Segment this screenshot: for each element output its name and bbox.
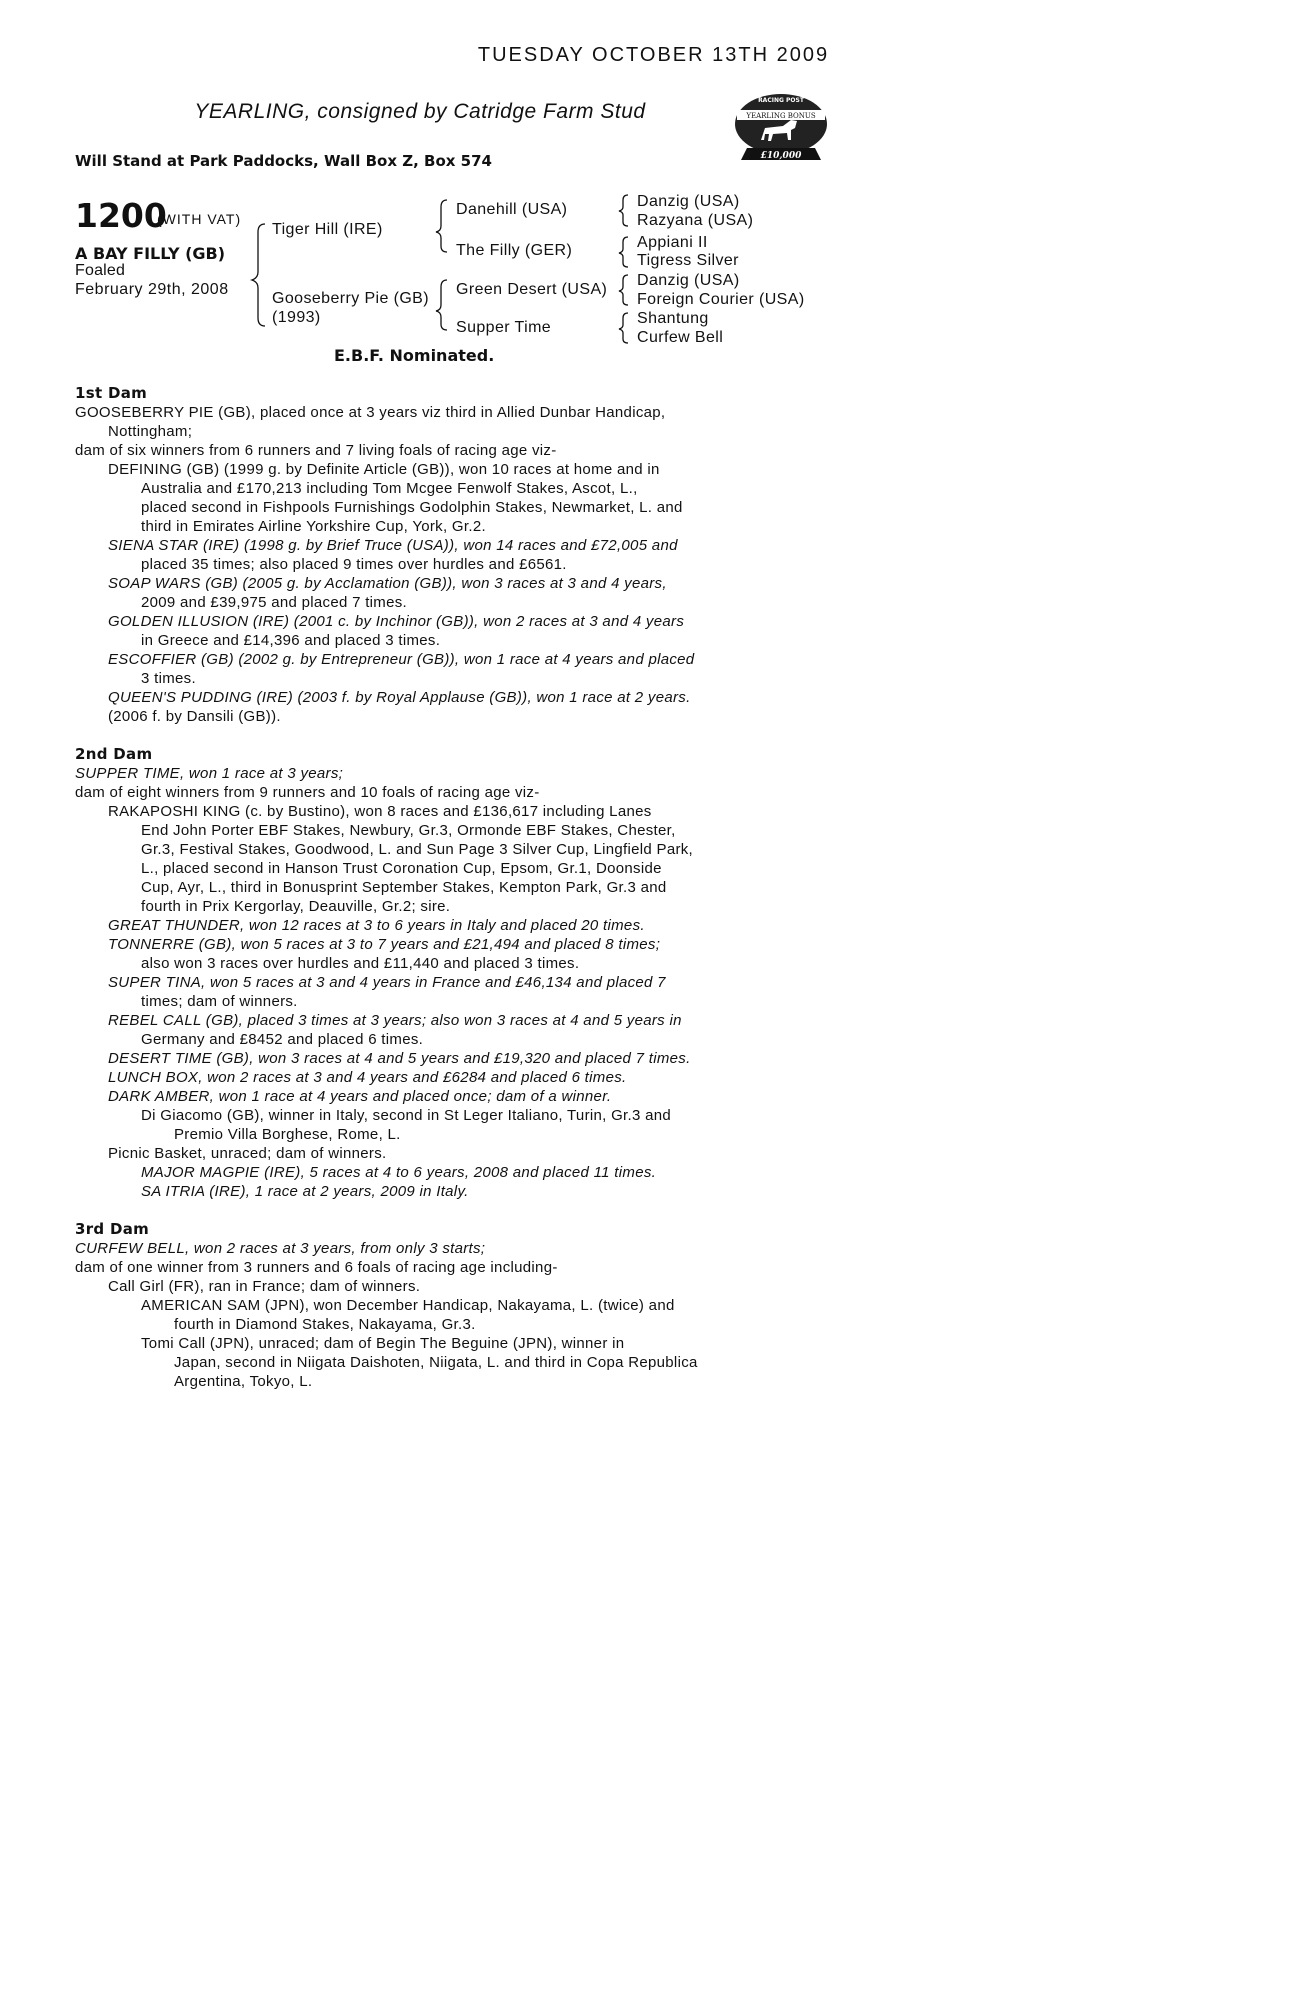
second-dam-line: REBEL CALL (GB), placed 3 times at 3 years; also won 3 races at 4 and 5 years in	[108, 1012, 682, 1029]
third-dam-line: Japan, second in Niigata Daishoten, Niigata, L. and third in Copa Republica	[174, 1354, 698, 1371]
first-dam-line: third in Emirates Airline Yorkshire Cup, York, Gr.2.	[141, 518, 486, 535]
second-dam-line: MAJOR MAGPIE (IRE), 5 races at 4 to 6 years, 2008 and placed 11 times.	[141, 1164, 657, 1181]
first-dam-line: dam of six winners from 6 runners and 7 living foals of racing age viz-	[75, 442, 557, 459]
second-dam-line: Picnic Basket, unraced; dam of winners.	[108, 1145, 387, 1162]
consignment-line: YEARLING, consigned by Catridge Farm Stud	[194, 100, 646, 123]
first-dam-line: (2006 f. by Dansili (GB)).	[108, 708, 281, 725]
second-dam-line: fourth in Prix Kergorlay, Deauville, Gr.2; sire.	[141, 898, 451, 915]
second-dam-line: Germany and £8452 and placed 6 times.	[141, 1031, 424, 1048]
second-dam-line: dam of eight winners from 9 runners and 10 foals of racing age viz-	[75, 784, 540, 801]
first-dam-line: ESCOFFIER (GB) (2002 g. by Entrepreneur (GB)), won 1 race at 4 years and placed	[108, 651, 695, 668]
sale-date: TUESDAY OCTOBER 13TH 2009	[477, 44, 830, 66]
third-dam-line: Call Girl (FR), ran in France; dam of winners.	[108, 1278, 421, 1295]
first-dam-line: DEFINING (GB) (1999 g. by Definite Article (GB)), won 10 races at home and in	[108, 461, 660, 478]
dam-dam-name: Supper Time	[456, 319, 552, 336]
granddam-2: Razyana (USA)	[637, 212, 754, 229]
first-dam-line: QUEEN'S PUDDING (IRE) (2003 f. by Royal Applause (GB)), won 1 race at 2 years.	[108, 689, 691, 706]
first-dam-line: in Greece and £14,396 and placed 3 times.	[141, 632, 441, 649]
second-dam-line: also won 3 races over hurdles and £11,440 and placed 3 times.	[141, 955, 580, 972]
dam-sire-name: Green Desert (USA)	[456, 281, 608, 298]
grandsire-7: Shantung	[637, 310, 709, 327]
ebf-nomination: E.B.F. Nominated.	[334, 346, 495, 365]
second-dam-line: SUPPER TIME, won 1 race at 3 years;	[75, 765, 344, 782]
sire-dam-name: The Filly (GER)	[456, 242, 573, 259]
grandsire-5: Danzig (USA)	[637, 272, 740, 289]
sire-name: Tiger Hill (IRE)	[272, 221, 383, 238]
first-dam-line: placed second in Fishpools Furnishings Godolphin Stakes, Newmarket, L. and	[141, 499, 683, 516]
second-dam-line: Premio Villa Borghese, Rome, L.	[174, 1126, 401, 1143]
badge-amount: £10,000	[760, 151, 802, 161]
sire-sire-name: Danehill (USA)	[456, 201, 568, 218]
badge-line1: RACING POST	[758, 97, 804, 104]
first-dam-line: placed 35 times; also placed 9 times over hurdles and £6561.	[141, 556, 567, 573]
horse-description: A BAY FILLY (GB)	[75, 244, 226, 263]
third-dam-heading: 3rd Dam	[75, 1220, 150, 1238]
third-dam-line: CURFEW BELL, won 2 races at 3 years, from only 3 starts;	[75, 1240, 486, 1257]
foaled-label: Foaled	[75, 262, 126, 279]
second-dam-line: SA ITRIA (IRE), 1 race at 2 years, 2009 in Italy.	[141, 1183, 469, 1200]
first-dam-line: Australia and £170,213 including Tom Mcgee Fenwolf Stakes, Ascot, L.,	[141, 480, 638, 497]
grandsire-1: Danzig (USA)	[637, 193, 740, 210]
third-dam-line: fourth in Diamond Stakes, Nakayama, Gr.3.	[174, 1316, 476, 1333]
second-dam-line: TONNERRE (GB), won 5 races at 3 to 7 years and £21,494 and placed 8 times;	[108, 936, 661, 953]
lot-number: 1200	[75, 196, 167, 235]
granddam-6: Foreign Courier (USA)	[637, 291, 805, 308]
granddam-4: Tigress Silver	[637, 252, 739, 269]
second-dam-line: Di Giacomo (GB), winner in Italy, second in St Leger Italiano, Turin, Gr.3 and	[141, 1107, 672, 1124]
third-dam-line: dam of one winner from 3 runners and 6 foals of racing age including-	[75, 1259, 558, 1276]
grandsire-3: Appiani II	[637, 234, 708, 251]
stand-location: Will Stand at Park Paddocks, Wall Box Z, Box 574	[75, 152, 492, 170]
second-dam-line: RAKAPOSHI KING (c. by Bustino), won 8 races and £136,617 including Lanes	[108, 803, 652, 820]
first-dam-line: GOOSEBERRY PIE (GB), placed once at 3 years viz third in Allied Dunbar Handicap,	[75, 404, 666, 421]
badge-line2: YEARLING BONUS	[746, 112, 816, 120]
second-dam-line: L., placed second in Hanson Trust Coronation Cup, Epsom, Gr.1, Doonside	[141, 860, 662, 877]
third-dam-line: AMERICAN SAM (JPN), won December Handicap, Nakayama, L. (twice) and	[141, 1297, 675, 1314]
vat-note: (WITH VAT)	[157, 211, 242, 227]
second-dam-heading: 2nd Dam	[75, 745, 153, 763]
dam-year: (1993)	[272, 309, 321, 326]
second-dam-line: Gr.3, Festival Stakes, Goodwood, L. and Sun Page 3 Silver Cup, Lingfield Park,	[141, 841, 694, 858]
second-dam-line: GREAT THUNDER, won 12 races at 3 to 6 years in Italy and placed 20 times.	[108, 917, 645, 934]
first-dam-line: SOAP WARS (GB) (2005 g. by Acclamation (GB)), won 3 races at 3 and 4 years,	[108, 575, 667, 592]
second-dam-line: SUPER TINA, won 5 races at 3 and 4 years in France and £46,134 and placed 7	[108, 974, 666, 991]
first-dam-line: GOLDEN ILLUSION (IRE) (2001 c. by Inchinor (GB)), won 2 races at 3 and 4 years	[108, 613, 685, 630]
first-dam-line: Nottingham;	[108, 423, 193, 440]
second-dam-line: DARK AMBER, won 1 race at 4 years and placed once; dam of a winner.	[108, 1088, 612, 1105]
second-dam-line: DESERT TIME (GB), won 3 races at 4 and 5 years and £19,320 and placed 7 times.	[108, 1050, 691, 1067]
third-dam-line: Tomi Call (JPN), unraced; dam of Begin The Beguine (JPN), winner in	[141, 1335, 625, 1352]
second-dam-line: LUNCH BOX, won 2 races at 3 and 4 years and £6284 and placed 6 times.	[108, 1069, 627, 1086]
first-dam-line: SIENA STAR (IRE) (1998 g. by Brief Truce (USA)), won 14 races and £72,005 and	[108, 537, 678, 554]
dam-name: Gooseberry Pie (GB)	[272, 290, 429, 307]
family-details	[75, 384, 755, 1391]
first-dam-line: 2009 and £39,975 and placed 7 times.	[141, 594, 407, 611]
granddam-8: Curfew Bell	[637, 329, 724, 346]
first-dam-heading: 1st Dam	[75, 384, 148, 402]
second-dam-line: End John Porter EBF Stakes, Newbury, Gr.3, Ormonde EBF Stakes, Chester,	[141, 822, 676, 839]
foaled-date: February 29th, 2008	[75, 281, 229, 298]
third-dam-line: Argentina, Tokyo, L.	[174, 1373, 313, 1390]
second-dam-line: times; dam of winners.	[141, 993, 298, 1010]
second-dam-line: Cup, Ayr, L., third in Bonusprint September Stakes, Kempton Park, Gr.3 and	[141, 879, 667, 896]
first-dam-line: 3 times.	[141, 670, 196, 687]
